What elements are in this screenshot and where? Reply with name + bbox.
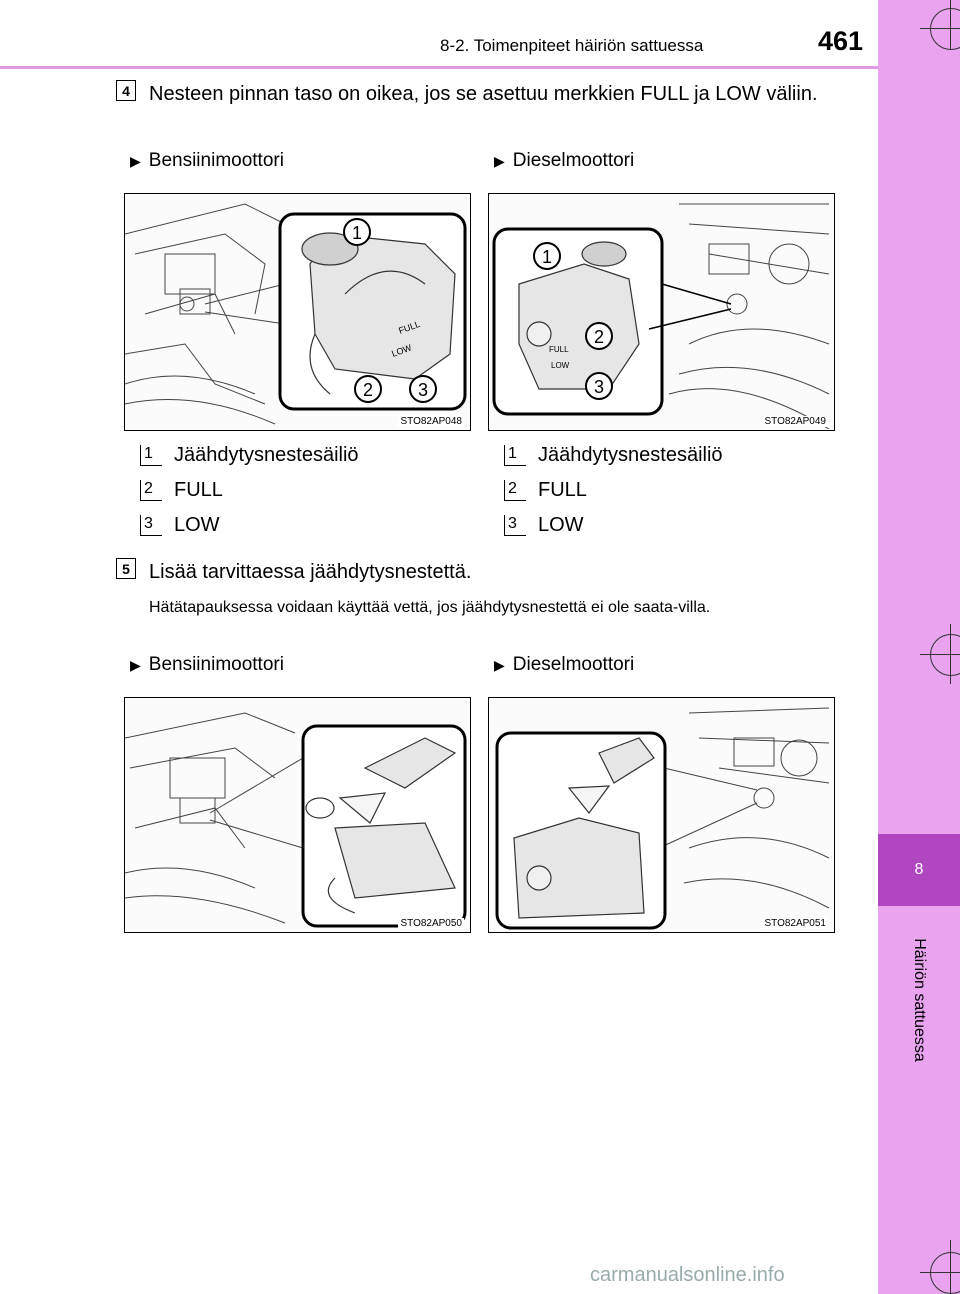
figure-caption-diesel: ▶ Dieselmoottori (494, 150, 635, 171)
svg-text:1: 1 (351, 223, 363, 243)
step-4-text: Nesteen pinnan taso on oikea, jos se asettuu merkkien FULL ja LOW väliin. (149, 83, 818, 105)
header-rule (0, 66, 878, 69)
svg-text:2: 2 (593, 327, 605, 347)
crop-mark-line (920, 28, 960, 29)
legend-item: 2 FULL (140, 473, 359, 508)
svg-text:1: 1 (541, 247, 553, 267)
figure-code: STO82AP049 (764, 416, 826, 427)
svg-text:FULL: FULL (549, 345, 569, 354)
crop-mark-line (920, 654, 960, 655)
legend-item: 3 LOW (140, 508, 359, 543)
svg-text:3: 3 (593, 377, 605, 397)
figure-code: STO82AP050 (400, 918, 462, 929)
triangle-right-icon: ▶ (130, 152, 141, 169)
svg-text:FULL: FULL (397, 318, 422, 336)
page-number: 461 (818, 26, 864, 56)
figure-code: STO82AP048 (400, 416, 462, 427)
figure-diesel-reservoir (488, 193, 835, 431)
legend-item: 1 Jäähdytysnestesäiliö (140, 438, 359, 473)
svg-text:LOW: LOW (551, 361, 570, 370)
step-badge-4: 4 (116, 80, 136, 101)
legend-item: 1 Jäähdytysnestesäiliö (504, 438, 723, 473)
figure-code: STO82AP051 (764, 918, 826, 929)
step-5-text: Lisää tarvittaessa jäähdytysnestettä. (149, 561, 472, 583)
legend-item: 2 FULL (504, 473, 723, 508)
chapter-number-box (878, 834, 960, 906)
chapter-title: Häiriön sattuessa (911, 938, 928, 1062)
crop-mark-line (920, 1272, 960, 1273)
chapter-number: 8 (914, 861, 924, 878)
legend-item: 3 LOW (504, 508, 723, 543)
figure-petrol-fill (124, 697, 471, 933)
legend-petrol (140, 438, 359, 543)
figure-caption-petrol: ▶ Bensiinimoottori (130, 150, 284, 171)
watermark: carmanualsonline.info (590, 1264, 785, 1286)
crop-mark-line (950, 1240, 951, 1294)
figure-caption-petrol: ▶ Bensiinimoottori (130, 654, 284, 675)
step-badge-5: 5 (116, 558, 136, 579)
section-title: 8-2. Toimenpiteet häiriön sattuessa (440, 36, 704, 55)
svg-text:2: 2 (362, 380, 374, 400)
svg-text:LOW: LOW (390, 342, 413, 359)
crop-mark-line (950, 624, 951, 684)
triangle-right-icon: ▶ (130, 656, 141, 673)
crop-mark-line (950, 0, 951, 50)
chapter-title-vertical (878, 910, 960, 1090)
svg-text:3: 3 (417, 380, 429, 400)
legend-diesel (504, 438, 723, 543)
triangle-right-icon: ▶ (494, 656, 505, 673)
figure-caption-diesel: ▶ Dieselmoottori (494, 654, 635, 675)
figure-diesel-fill (488, 697, 835, 933)
figure-petrol-reservoir (124, 193, 471, 431)
step-5-note: Hätätapauksessa voidaan käyttää vettä, jos jäähdytysnestettä ei ole saata-villa. (149, 599, 711, 616)
triangle-right-icon: ▶ (494, 152, 505, 169)
